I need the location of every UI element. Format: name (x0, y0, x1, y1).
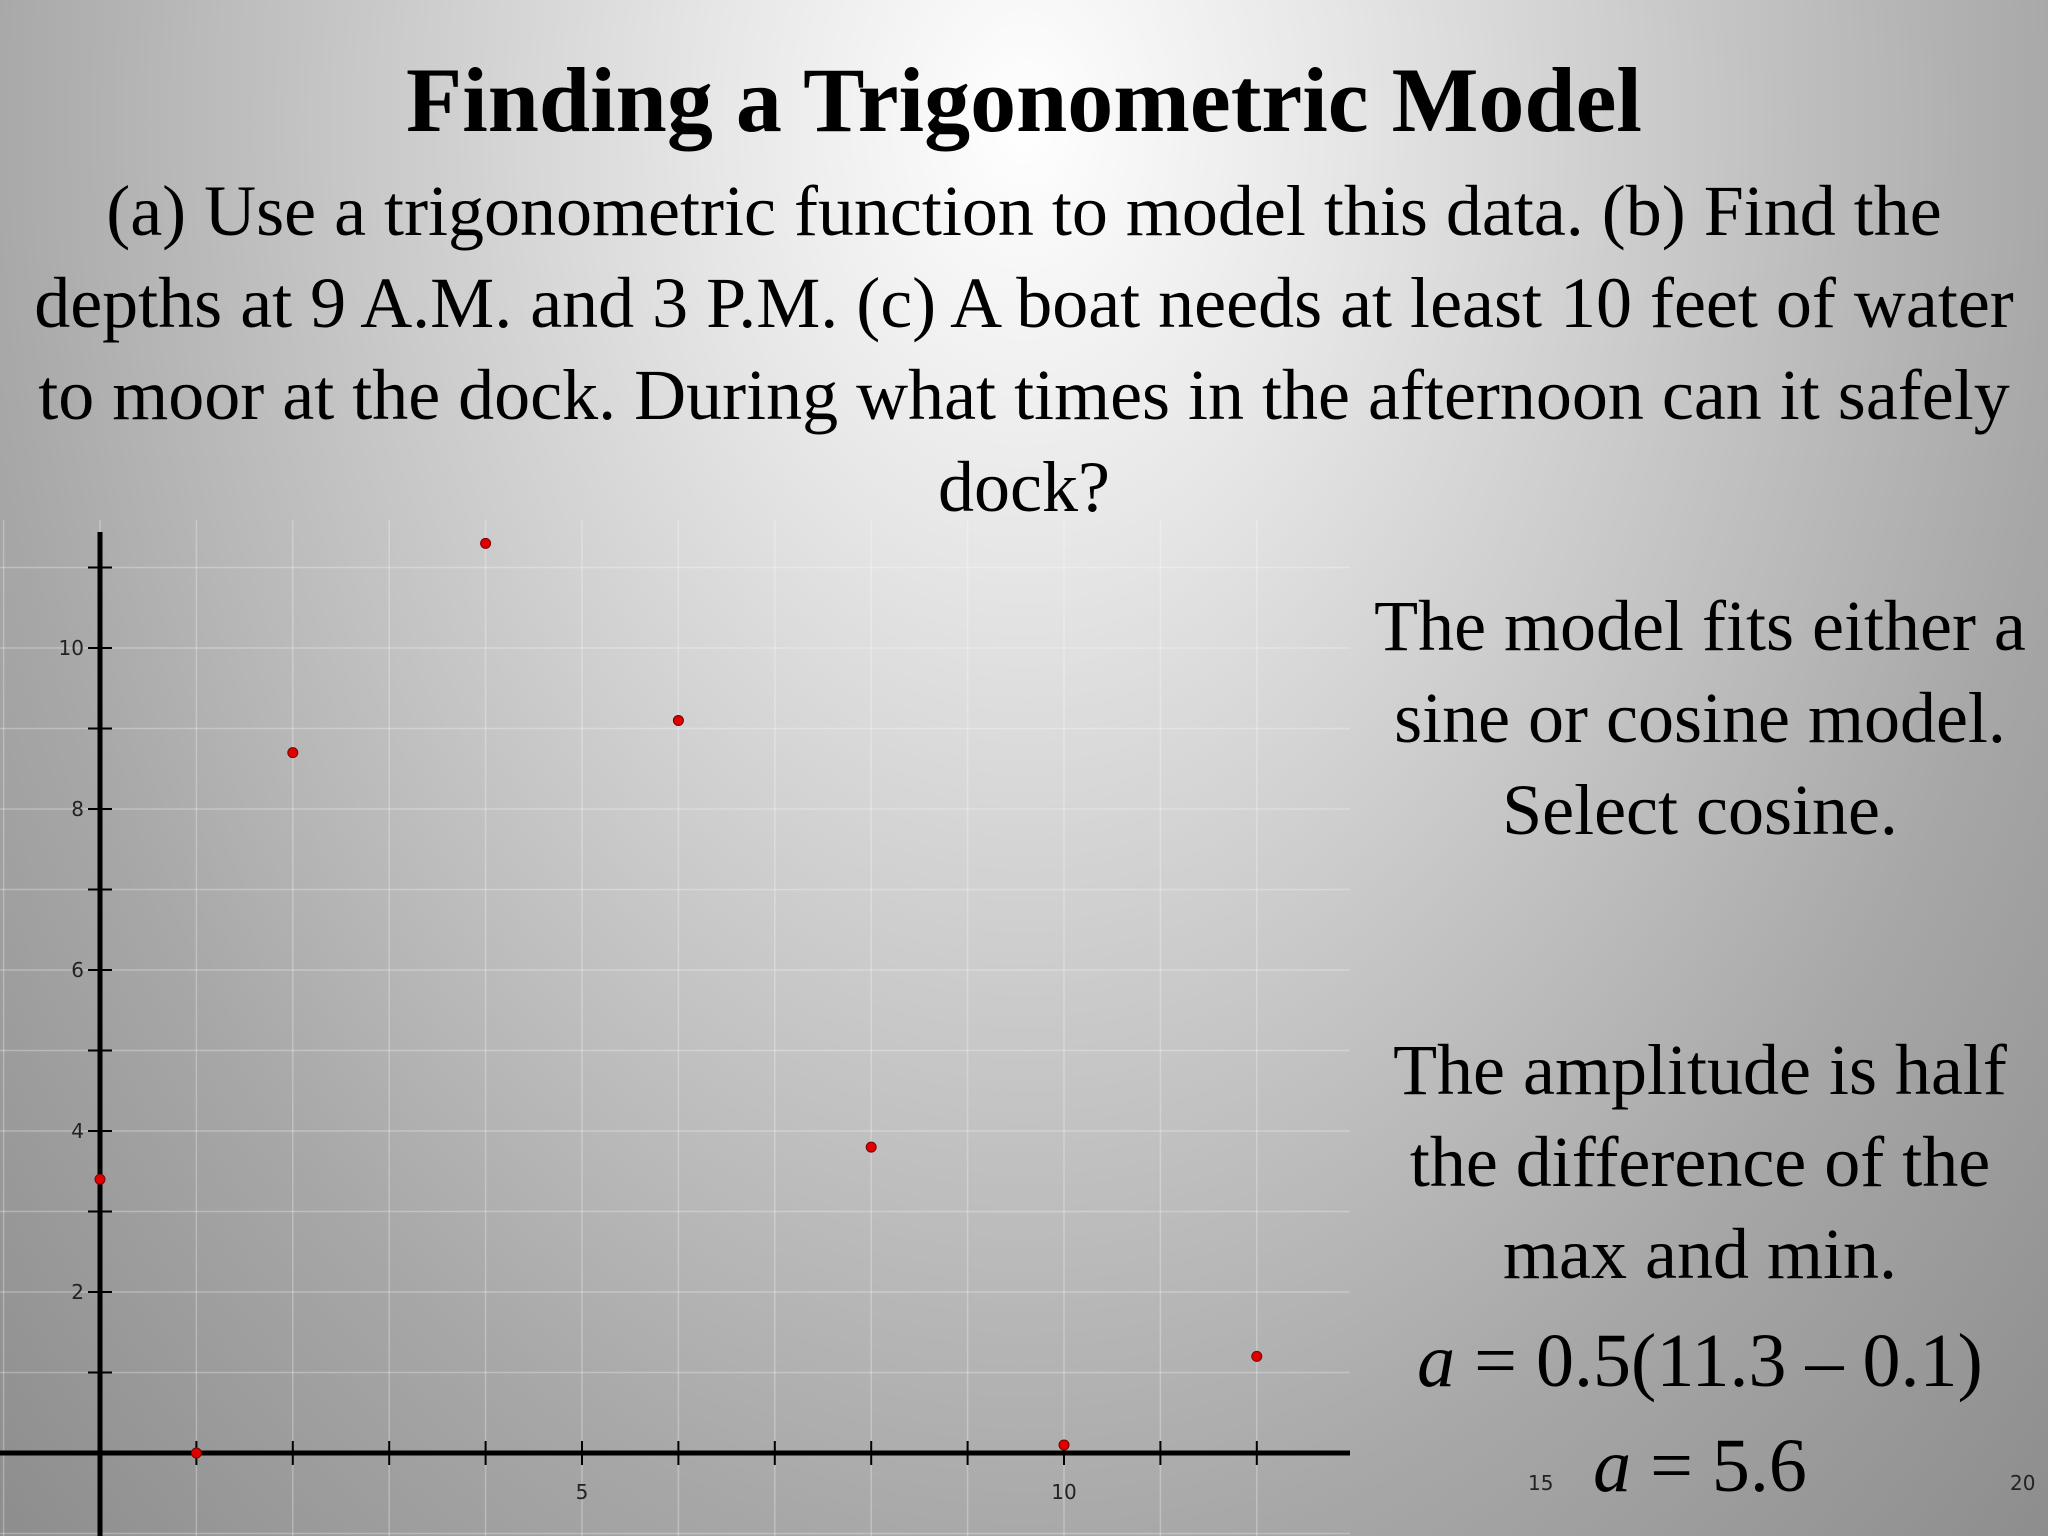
data-point (191, 1448, 201, 1458)
problem-statement: (a) Use a trigonometric function to model this data. (b) Find the depths at 9 A.M. and 3 P.M. (c) A boat needs at least 10 feet of water to moor at the dock. During what times in the afternoon can it safely dock? (34, 171, 2014, 527)
scatter-plot (0, 520, 1360, 1536)
model-choice-text: The model fits either a sine or cosine model. Select cosine. (1374, 586, 2026, 850)
data-point (866, 1142, 876, 1152)
data-point (481, 538, 491, 548)
plot-tick-labels (59, 636, 1077, 1504)
y-tick-label-10: 10 (58, 636, 84, 660)
plot-ticks (88, 568, 1257, 1466)
data-point (673, 715, 683, 725)
amplitude-formula (1360, 1315, 2040, 1407)
plot-grid (0, 520, 1350, 1536)
result-expression: = 5.6 (1631, 1424, 1807, 1508)
amplitude-explanation: The amplitude is half the difference of the max and min. (1393, 1030, 2007, 1294)
slide-title: Finding a Trigonometric Model (406, 49, 1642, 151)
y-tick-label-6: 6 (71, 958, 84, 982)
data-point (1059, 1440, 1069, 1450)
data-point (1252, 1351, 1262, 1361)
x-tick-label-10: 10 (1051, 1480, 1077, 1504)
x-tick-label-15: 15 (1528, 1471, 1554, 1495)
data-point (288, 748, 298, 758)
result-variable: a (1593, 1424, 1632, 1508)
x-tick-label-5: 5 (575, 1480, 589, 1504)
y-tick-label-4: 4 (71, 1119, 84, 1143)
formula-variable: a (1417, 1319, 1456, 1403)
y-tick-label-8: 8 (71, 797, 84, 821)
amplitude-result (1360, 1420, 2040, 1512)
plot-axes (0, 532, 1350, 1536)
y-tick-label-2: 2 (71, 1280, 84, 1304)
x-tick-label-20: 20 (2010, 1471, 2036, 1495)
data-point (95, 1174, 105, 1184)
formula-expression: = 0.5(11.3 – 0.1) (1455, 1319, 1983, 1403)
